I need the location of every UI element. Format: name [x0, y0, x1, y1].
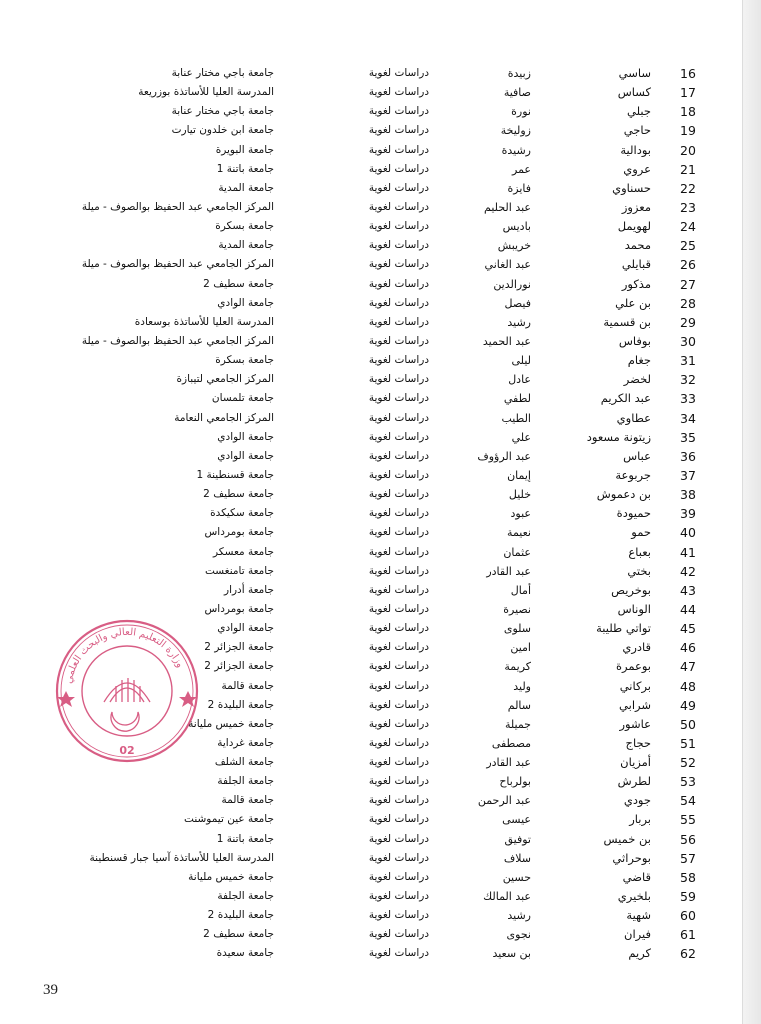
first-name: عبد الغاني [484, 258, 531, 272]
specialty: دراسات لغوية [368, 200, 429, 213]
university: جامعة قالمة [221, 679, 274, 692]
row-number: 42 [680, 563, 696, 579]
row-number: 26 [680, 257, 696, 273]
row-number: 18 [680, 104, 696, 120]
specialty: دراسات لغوية [368, 602, 429, 615]
specialty: دراسات لغوية [368, 296, 429, 309]
last-name: لطرش [617, 774, 651, 789]
row-number: 16 [680, 66, 696, 81]
last-name: فيران [624, 927, 651, 942]
last-name: كريم [628, 946, 651, 961]
table-row [0, 772, 761, 791]
first-name: نعيمة [507, 526, 531, 540]
first-name: مصطفى [491, 736, 531, 750]
university: جامعة عين تيموشنت [184, 813, 274, 826]
specialty: دراسات لغوية [368, 354, 429, 367]
first-name: عبد الرحمن [477, 794, 531, 808]
row-number: 22 [680, 180, 696, 196]
last-name: عبد الكريم [600, 391, 651, 406]
university: المركز الجامعي النعامة [174, 411, 274, 424]
table-row [0, 447, 761, 466]
specialty: دراسات لغوية [368, 813, 429, 826]
last-name: حميودة [616, 506, 651, 521]
table-row [0, 275, 761, 294]
last-name: عطاوي [616, 410, 651, 425]
last-name: بعباع [628, 544, 651, 559]
specialty: دراسات لغوية [368, 334, 429, 347]
row-number: 49 [680, 697, 696, 713]
row-number: 35 [680, 429, 696, 445]
last-name: جبلي [627, 104, 651, 119]
university: جامعة الوادي [217, 296, 274, 309]
university: المركز الجامعي لتيبازة [176, 373, 274, 386]
row-number: 21 [680, 161, 696, 177]
university: جامعة بسكرة [215, 220, 274, 233]
table-row [0, 64, 761, 83]
row-number: 39 [680, 506, 696, 522]
row-number: 46 [680, 640, 696, 656]
first-name: حسين [502, 870, 531, 884]
specialty: دراسات لغوية [368, 775, 429, 788]
specialty: دراسات لغوية [368, 507, 429, 520]
table-row [0, 236, 761, 255]
university: جامعة الجزائر 2 [204, 641, 274, 654]
row-number: 44 [680, 601, 696, 617]
last-name: بن خميس [603, 831, 651, 846]
university: جامعة سعيدة [216, 947, 274, 960]
table-row [0, 906, 761, 925]
last-name: ساسي [618, 66, 651, 80]
table-row [0, 581, 761, 600]
university: جامعة الجلفة [217, 890, 274, 903]
last-name: بن قسمية [603, 314, 651, 329]
university: جامعة باجي مختار عنابة [171, 67, 274, 79]
specialty: دراسات لغوية [368, 851, 429, 864]
first-name: خريبش [497, 239, 531, 253]
specialty: دراسات لغوية [368, 583, 429, 596]
specialty: دراسات لغوية [368, 679, 429, 692]
stamp-number: 02 [119, 744, 135, 757]
university: جامعة ابن خلدون تيارت [171, 124, 274, 137]
specialty: دراسات لغوية [368, 258, 429, 271]
row-number: 56 [680, 831, 696, 847]
row-number: 57 [680, 850, 696, 866]
table-row [0, 294, 761, 313]
first-name: لطفي [503, 392, 531, 406]
university: جامعة البليدة 2 [207, 909, 274, 922]
first-name: جميلة [504, 717, 531, 731]
svg-text:وزارة التعليم العالي والبحث ال: وزارة التعليم العالي والبحث العلمي [63, 626, 186, 685]
last-name: كساس [617, 85, 651, 100]
last-name: تواتي طليبة [596, 621, 651, 636]
university: جامعة خميس مليانة [188, 870, 274, 883]
first-name: كريمة [504, 660, 531, 674]
candidate-list [0, 64, 761, 964]
university: المدرسة العليا للأساتذة بوزريعة [138, 86, 274, 99]
last-name: زيتونة مسعود [586, 429, 651, 444]
specialty: دراسات لغوية [368, 622, 429, 635]
table-row [0, 351, 761, 370]
specialty: دراسات لغوية [368, 660, 429, 673]
specialty: دراسات لغوية [368, 86, 429, 99]
last-name: بركاني [619, 678, 651, 693]
first-name: عيسى [502, 813, 531, 827]
row-number: 30 [680, 333, 696, 349]
table-row [0, 887, 761, 906]
last-name: بن دعموش [596, 487, 651, 502]
first-name: عادل [508, 373, 531, 387]
specialty: دراسات لغوية [368, 392, 429, 405]
first-name: عثمان [503, 545, 531, 559]
last-name: بوعمرة [615, 659, 651, 674]
row-number: 27 [680, 276, 696, 292]
last-name: عباس [623, 448, 651, 463]
university: جامعة غرداية [217, 736, 274, 749]
first-name: فايزة [507, 181, 531, 195]
last-name: بلخيري [617, 889, 651, 904]
specialty: دراسات لغوية [368, 277, 429, 290]
table-row [0, 791, 761, 810]
table-row [0, 389, 761, 408]
university: جامعة بومرداس [204, 602, 274, 615]
row-number: 28 [680, 295, 696, 311]
specialty: دراسات لغوية [368, 909, 429, 922]
specialty: دراسات لغوية [368, 641, 429, 654]
first-name: عبد الرؤوف [477, 449, 531, 463]
row-number: 43 [680, 582, 696, 598]
table-row [0, 562, 761, 581]
first-name: عبد القادر [486, 756, 531, 770]
row-number: 40 [680, 525, 696, 541]
row-number: 33 [680, 391, 696, 407]
university: المركز الجامعي عبد الحفيظ بوالصوف - ميلة [81, 334, 274, 347]
university: جامعة سطيف 2 [203, 928, 274, 941]
table-row [0, 868, 761, 887]
last-name: قادري [622, 640, 651, 655]
first-name: بن سعيد [492, 947, 531, 961]
specialty: دراسات لغوية [368, 239, 429, 252]
last-name: شرابي [619, 697, 651, 712]
table-row [0, 830, 761, 849]
table-row [0, 102, 761, 121]
first-name: نصيرة [503, 602, 531, 616]
first-name: سلاف [503, 851, 531, 865]
row-number: 60 [680, 908, 696, 924]
last-name: حسناوي [612, 180, 651, 195]
last-name: بختي [627, 563, 651, 578]
row-number: 52 [680, 755, 696, 771]
row-number: 41 [680, 544, 696, 560]
first-name: سلوى [503, 622, 531, 636]
university: جامعة سطيف 2 [203, 488, 274, 501]
first-name: عمر [512, 162, 531, 176]
table-row [0, 121, 761, 140]
first-name: إيمان [507, 468, 531, 482]
first-name: رشيد [507, 315, 531, 329]
last-name: لهويمل [617, 219, 651, 234]
table-row [0, 370, 761, 389]
university: جامعة بسكرة [215, 354, 274, 367]
specialty: دراسات لغوية [368, 220, 429, 233]
table-row [0, 83, 761, 102]
specialty: دراسات لغوية [368, 717, 429, 730]
specialty: دراسات لغوية [368, 928, 429, 941]
specialty: دراسات لغوية [368, 449, 429, 462]
specialty: دراسات لغوية [368, 162, 429, 175]
last-name: بوخريص [611, 582, 651, 597]
first-name: نجوى [506, 928, 531, 942]
last-name: معزوز [621, 199, 651, 214]
row-number: 58 [680, 869, 696, 885]
row-number: 48 [680, 678, 696, 694]
last-name: بربار [629, 812, 651, 827]
first-name: امين [510, 641, 531, 655]
specialty: دراسات لغوية [368, 67, 429, 79]
row-number: 20 [680, 142, 696, 158]
specialty: دراسات لغوية [368, 832, 429, 845]
university: جامعة سطيف 2 [203, 277, 274, 290]
row-number: 24 [680, 219, 696, 235]
table-row [0, 925, 761, 944]
last-name: بن علي [615, 295, 651, 310]
last-name: قبايلي [621, 257, 651, 272]
first-name: عبد المالك [483, 890, 531, 904]
university: المركز الجامعي عبد الحفيظ بوالصوف - ميلة [81, 258, 274, 271]
university: جامعة أدرار [224, 583, 274, 596]
university: جامعة الوادي [217, 622, 274, 635]
row-number: 50 [680, 716, 696, 732]
university: جامعة الجلفة [217, 775, 274, 788]
row-number: 61 [680, 927, 696, 943]
table-row [0, 160, 761, 179]
first-name: علي [511, 430, 531, 444]
university: المدرسة العليا للأساتذة آسيا جبار قسنطينة [89, 851, 274, 864]
university: جامعة الشلف [214, 756, 274, 769]
university: جامعة باجي مختار عنابة [171, 105, 274, 118]
specialty: دراسات لغوية [368, 870, 429, 883]
first-name: بولرباح [499, 775, 531, 789]
last-name: لخضر [623, 372, 651, 387]
specialty: دراسات لغوية [368, 564, 429, 577]
specialty: دراسات لغوية [368, 736, 429, 749]
table-row [0, 332, 761, 351]
specialty: دراسات لغوية [368, 105, 429, 118]
first-name: فيصل [504, 296, 531, 310]
university: جامعة البويرة [215, 143, 274, 156]
university: جامعة بومرداس [204, 526, 274, 539]
specialty: دراسات لغوية [368, 947, 429, 960]
university: جامعة باتنة 1 [216, 162, 274, 175]
first-name: وليد [513, 679, 531, 693]
specialty: دراسات لغوية [368, 181, 429, 194]
specialty: دراسات لغوية [368, 794, 429, 807]
university: المركز الجامعي عبد الحفيظ بوالصوف - ميلة [81, 200, 274, 213]
table-row [0, 543, 761, 562]
row-number: 47 [680, 659, 696, 675]
row-number: 62 [680, 946, 696, 962]
table-row [0, 849, 761, 868]
row-number: 19 [680, 123, 696, 139]
university: جامعة قالمة [221, 794, 274, 807]
first-name: صافية [503, 86, 531, 100]
last-name: قاضي [622, 869, 651, 884]
table-row [0, 179, 761, 198]
row-number: 23 [680, 199, 696, 215]
first-name: عبد الحميد [482, 334, 531, 348]
university: جامعة البليدة 2 [207, 698, 274, 711]
last-name: حمو [631, 525, 651, 540]
table-row [0, 217, 761, 236]
table-row [0, 409, 761, 428]
table-row [0, 466, 761, 485]
university: جامعة الوادي [217, 430, 274, 443]
last-name: بوفاس [618, 333, 651, 348]
official-stamp [52, 616, 202, 766]
row-number: 53 [680, 774, 696, 790]
last-name: حجاج [625, 735, 651, 750]
specialty: دراسات لغوية [368, 124, 429, 137]
first-name: باديس [502, 220, 531, 234]
table-row [0, 523, 761, 542]
university: جامعة خميس مليانة [188, 717, 274, 730]
first-name: نورة [511, 105, 531, 119]
last-name: عروي [623, 161, 651, 176]
university: جامعة المدية [218, 181, 274, 194]
specialty: دراسات لغوية [368, 698, 429, 711]
specialty: دراسات لغوية [368, 890, 429, 903]
last-name: جربوعة [615, 467, 651, 482]
row-number: 25 [680, 238, 696, 254]
first-name: زبيدة [507, 67, 531, 80]
university: جامعة معسكر [213, 545, 274, 558]
first-name: عبد القادر [486, 564, 531, 578]
table-row [0, 504, 761, 523]
university: جامعة تامنغست [204, 564, 274, 577]
row-number: 17 [680, 85, 696, 101]
specialty: دراسات لغوية [368, 373, 429, 386]
row-number: 29 [680, 314, 696, 330]
row-number: 32 [680, 372, 696, 388]
first-name: ليلى [511, 354, 531, 368]
page-number: 39 [43, 982, 58, 998]
table-row [0, 485, 761, 504]
university: المدرسة العليا للأساتذة بوسعادة [134, 315, 274, 328]
row-number: 38 [680, 487, 696, 503]
last-name: بودالية [620, 142, 651, 157]
row-number: 31 [680, 353, 696, 369]
first-name: نورالدين [493, 277, 531, 291]
university: جامعة قسنطينة 1 [196, 468, 274, 481]
specialty: دراسات لغوية [368, 756, 429, 769]
last-name: حاجي [623, 123, 651, 138]
university: جامعة تلمسان [211, 392, 274, 405]
specialty: دراسات لغوية [368, 526, 429, 539]
last-name: أمزيان [620, 755, 651, 770]
last-name: محمد [624, 238, 651, 253]
first-name: أمال [510, 583, 531, 597]
specialty: دراسات لغوية [368, 411, 429, 424]
first-name: توفيق [504, 832, 531, 846]
last-name: جودي [623, 793, 651, 808]
row-number: 55 [680, 812, 696, 828]
university: جامعة سكيكدة [210, 507, 274, 520]
first-name: رشيد [507, 909, 531, 923]
specialty: دراسات لغوية [368, 315, 429, 328]
first-name: عبود [510, 507, 531, 521]
row-number: 45 [680, 621, 696, 637]
first-name: رشيدة [501, 143, 531, 157]
table-row [0, 810, 761, 829]
table-row [0, 428, 761, 447]
last-name: جغام [627, 353, 651, 368]
last-name: مذكور [621, 276, 651, 291]
row-number: 34 [680, 410, 696, 426]
first-name: سالم [507, 698, 531, 712]
row-number: 36 [680, 448, 696, 464]
first-name: زوليخة [500, 124, 531, 138]
table-row [0, 255, 761, 274]
university: جامعة المدية [218, 239, 274, 252]
table-row [0, 141, 761, 160]
table-row [0, 198, 761, 217]
table-row [0, 944, 761, 963]
last-name: شهية [626, 908, 651, 923]
specialty: دراسات لغوية [368, 430, 429, 443]
specialty: دراسات لغوية [368, 143, 429, 156]
university: جامعة الوادي [217, 449, 274, 462]
last-name: بوحراثي [612, 850, 651, 865]
first-name: خليل [508, 488, 531, 502]
university: جامعة باتنة 1 [216, 832, 274, 845]
row-number: 37 [680, 467, 696, 483]
row-number: 51 [680, 735, 696, 751]
last-name: الوناس [617, 601, 651, 616]
last-name: عاشور [619, 716, 651, 731]
table-row [0, 313, 761, 332]
first-name: الطيب [501, 411, 531, 425]
specialty: دراسات لغوية [368, 468, 429, 481]
university: جامعة الجزائر 2 [204, 660, 274, 673]
specialty: دراسات لغوية [368, 488, 429, 501]
specialty: دراسات لغوية [368, 545, 429, 558]
row-number: 59 [680, 889, 696, 905]
row-number: 54 [680, 793, 696, 809]
first-name: عبد الحليم [484, 200, 531, 214]
